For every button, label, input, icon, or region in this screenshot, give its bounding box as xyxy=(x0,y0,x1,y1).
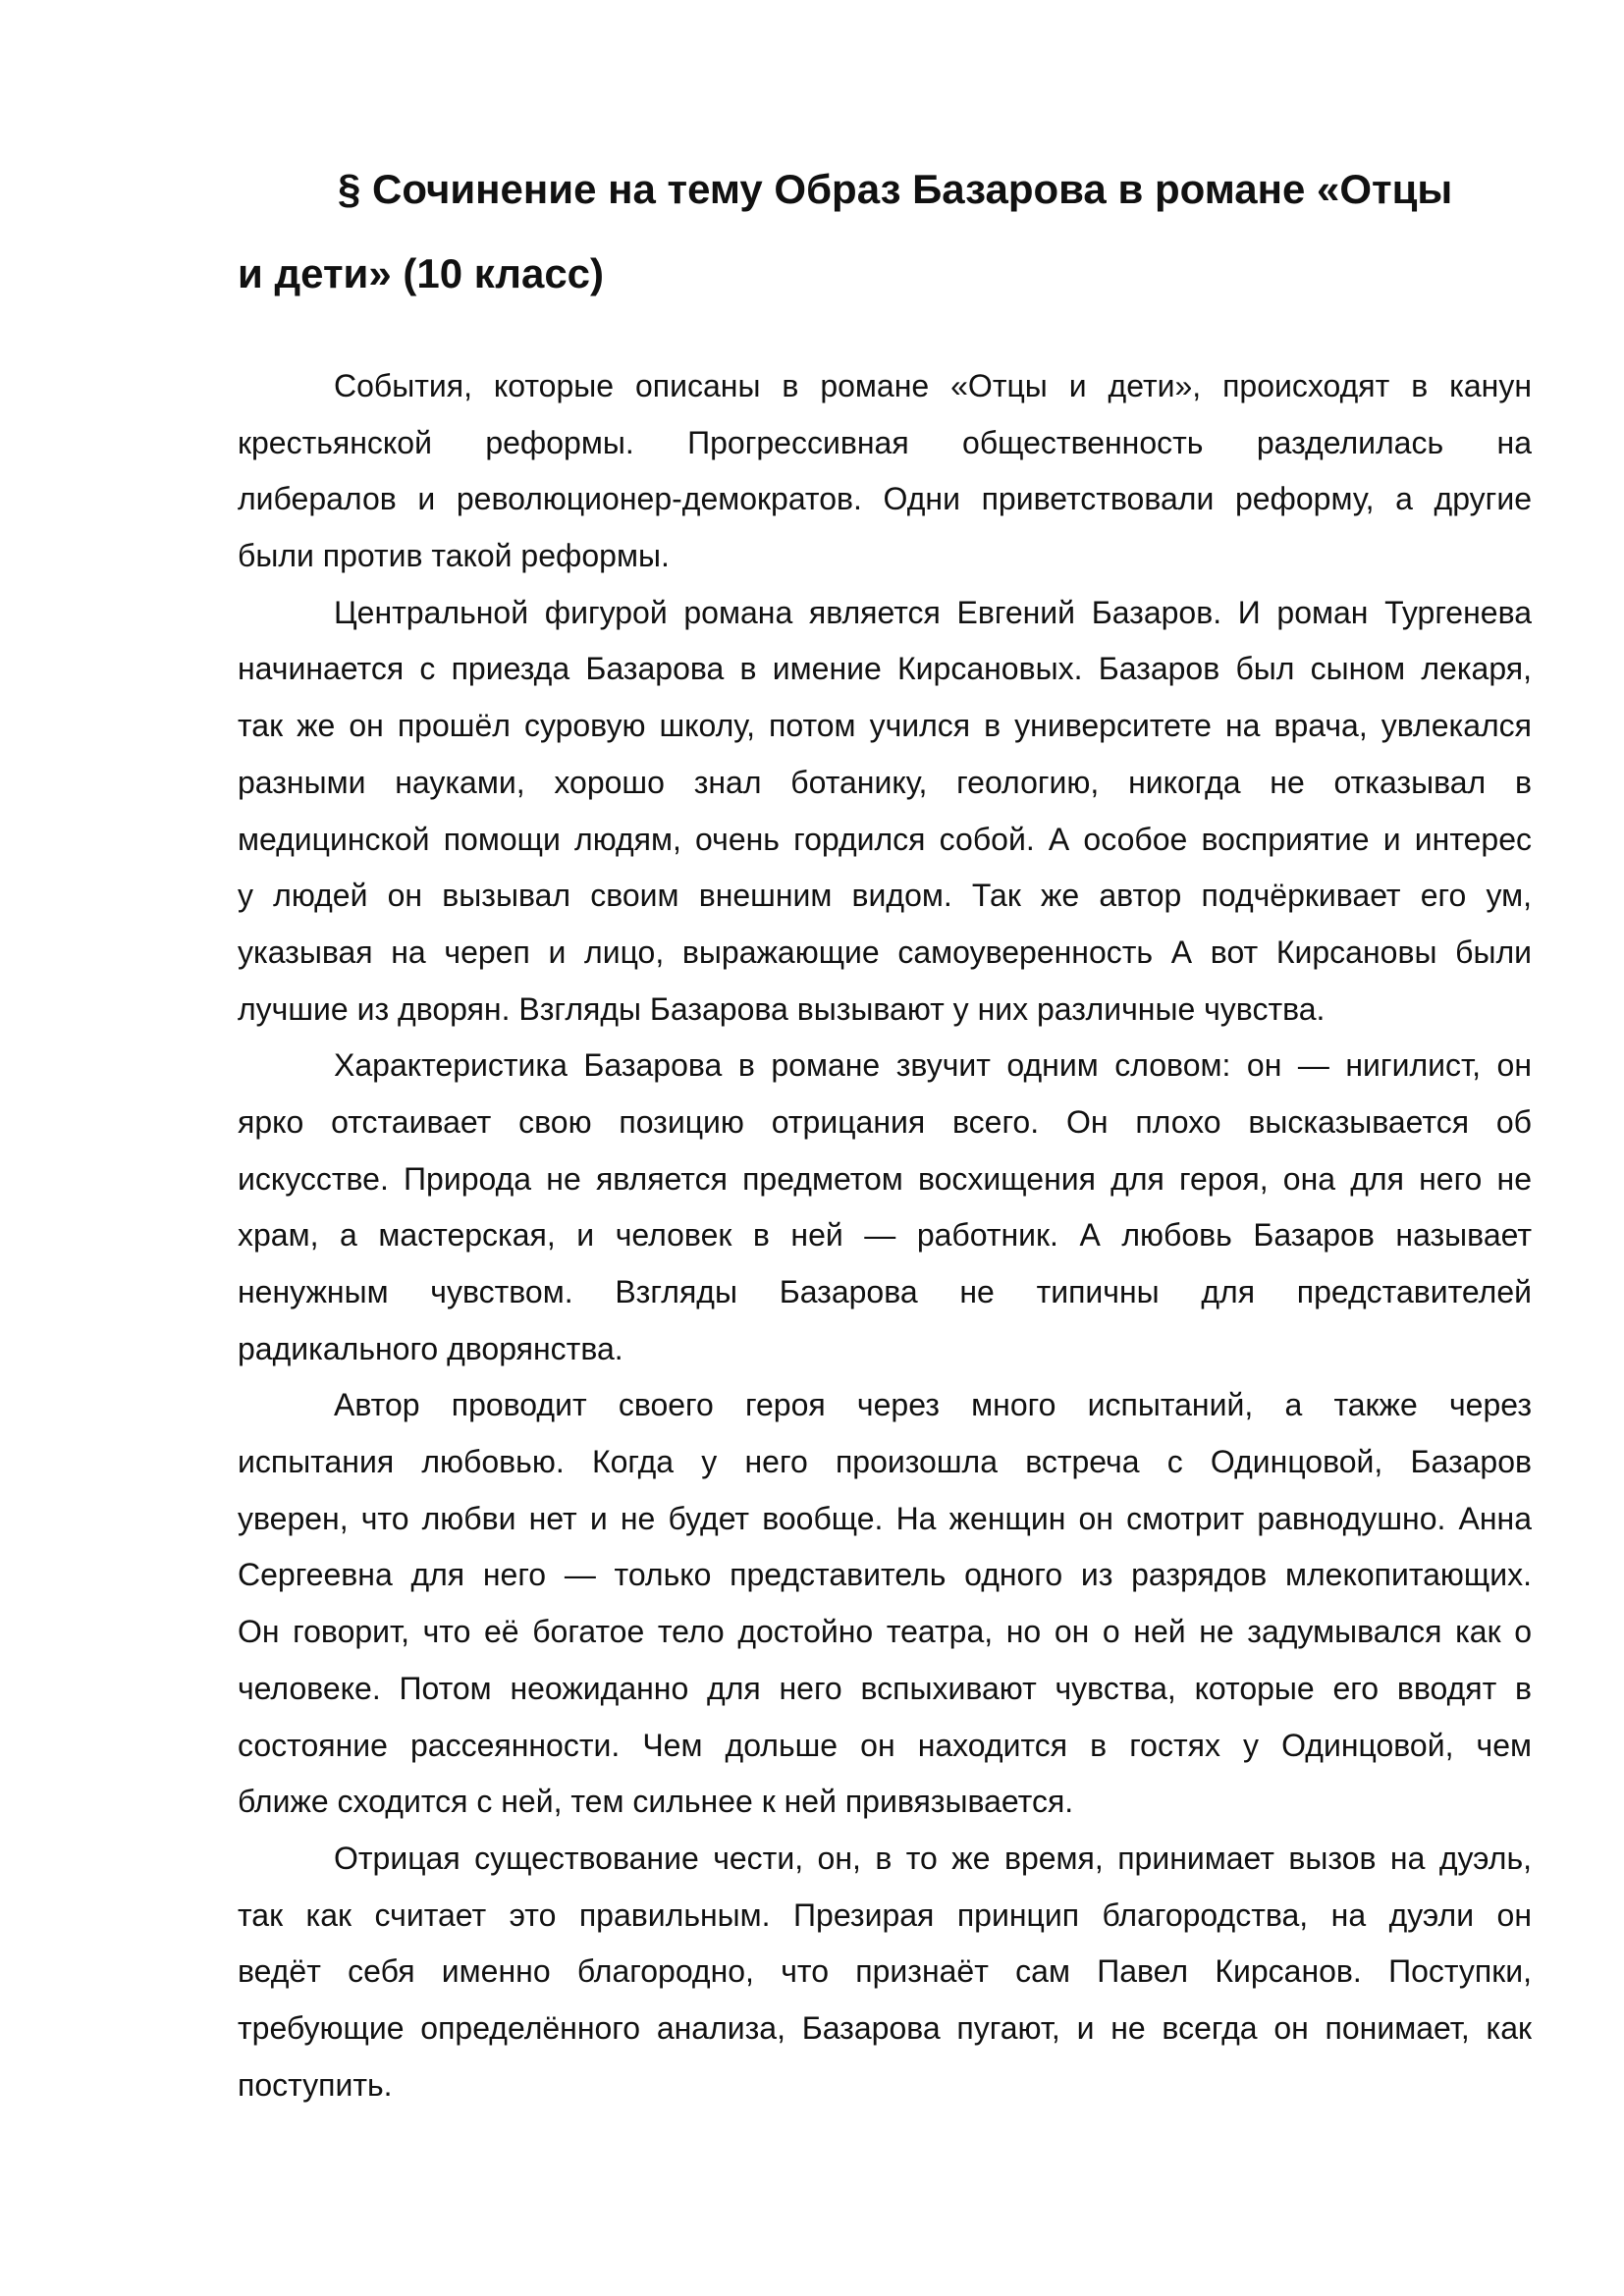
paragraph xyxy=(238,1377,1532,1831)
text-line: состояние рассеянности. Чем дольше он находится в гостях у Одинцовой, чем xyxy=(238,1727,1532,1763)
title-line: § Сочинение на тему Образ Базарова в романе «Отцы xyxy=(338,166,1453,212)
paragraph xyxy=(238,358,1532,585)
text-line: человеке. Потом неожиданно для него вспыхивают чувства, которые его вводят в xyxy=(238,1670,1532,1706)
paragraph xyxy=(238,1831,1532,2113)
essay-body xyxy=(238,358,1532,2113)
page-title xyxy=(238,147,1534,316)
text-line: уверен, что любви нет и не будет вообще. На женщин он смотрит равнодушно. Анна xyxy=(238,1500,1532,1536)
paragraph xyxy=(238,1038,1532,1377)
text-line: поступить. xyxy=(238,2066,393,2103)
text-line: храм, а мастерская, и человек в ней — работник. А любовь Базаров называет xyxy=(238,1217,1532,1254)
text-line: были против такой реформы. xyxy=(238,538,670,574)
text-line: у людей он вызывал своим внешним видом. Так же автор подчёркивает его ум, xyxy=(238,878,1532,914)
text-line: ближе сходится с ней, тем сильнее к ней привязывается. xyxy=(238,1784,1074,1820)
text-line: Центральной фигурой романа является Евгений Базаров. И роман Тургенева xyxy=(334,594,1532,630)
text-line: требующие определённого анализа, Базарова пугают, и не всегда он понимает, как xyxy=(238,2009,1532,2046)
text-line: искусстве. Природа не является предметом восхищения для героя, она для него не xyxy=(238,1160,1532,1197)
text-line: Характеристика Базарова в романе звучит одним словом: он — нигилист, он xyxy=(334,1047,1532,1084)
text-line: радикального дворянства. xyxy=(238,1330,623,1366)
text-line: начинается с приезда Базарова в имение Кирсановых. Базаров был сыном лекаря, xyxy=(238,651,1532,687)
text-line: ярко отстаивает свою позицию отрицания всего. Он плохо высказывается об xyxy=(238,1103,1532,1140)
text-line: испытания любовью. Когда у него произошла встреча с Одинцовой, Базаров xyxy=(238,1444,1532,1480)
paragraph xyxy=(238,585,1532,1039)
text-line: крестьянской реформы. Прогрессивная общественность разделилась на xyxy=(238,424,1532,460)
text-line: Отрицая существование чести, он, в то же время, принимает вызов на дуэль, xyxy=(334,1840,1532,1876)
text-line: разными науками, хорошо знал ботанику, геологию, никогда не отказывал в xyxy=(238,764,1532,800)
text-line: лучшие из дворян. Взгляды Базарова вызывают у них различные чувства. xyxy=(238,990,1326,1027)
title-line: и дети» (10 класс) xyxy=(238,250,605,296)
text-line: Автор проводит своего героя через много испытаний, а также через xyxy=(334,1387,1532,1423)
text-line: указывая на череп и лицо, выражающие самоуверенность А вот Кирсановы были xyxy=(238,934,1532,970)
text-line: События, которые описаны в романе «Отцы и дети», происходят в канун xyxy=(334,368,1532,403)
text-line: Сергеевна для него — только представитель одного из разрядов млекопитающих. xyxy=(238,1557,1532,1593)
text-line: так же он прошёл суровую школу, потом учился в университете на врача, увлекался xyxy=(238,708,1532,744)
text-line: ненужным чувством. Взгляды Базарова не типичны для представителей xyxy=(238,1274,1532,1309)
text-line: медицинской помощи людям, очень гордился собой. А особое восприятие и интерес xyxy=(238,821,1532,857)
text-line: ведёт себя именно благородно, что признаёт сам Павел Кирсанов. Поступки, xyxy=(238,1953,1532,1990)
text-line: Он говорит, что её богатое тело достойно театра, но он о ней не задумывался как о xyxy=(238,1614,1532,1650)
text-line: либералов и революционер-демократов. Одни приветствовали реформу, а другие xyxy=(238,481,1532,517)
text-line: так как считает это правильным. Презирая принцип благородства, на дуэли он xyxy=(238,1896,1532,1933)
